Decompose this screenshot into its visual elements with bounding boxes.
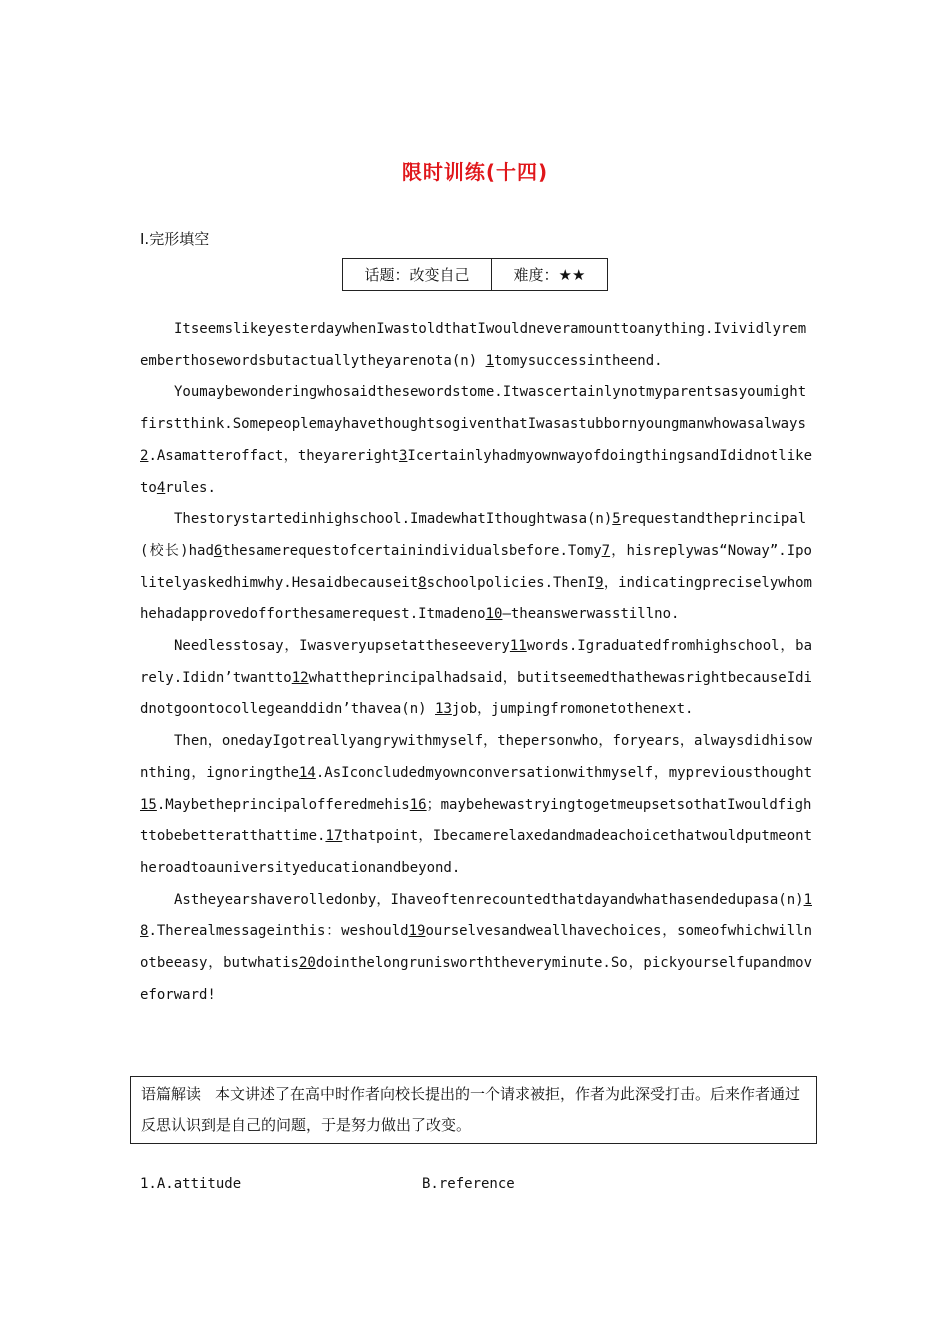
passage-text: thesamerequestofcertainindividualsbefore.Tomy [222,542,602,559]
passage-text: thatpoint，Ibecamerelaxedandmadeachoicethatwouldputmeontheroadtoauniversityeducationandbeyond. [140,828,812,876]
blank-number: 6 [213,542,223,559]
topic-cell: 话题：改变自己 [343,259,492,290]
option-a: 1.A.attitude [140,1176,242,1192]
passage-text: rules. [165,479,216,496]
option-b: B.reference [422,1176,515,1192]
section-label: Ⅰ.完形填空 [140,230,210,248]
passage-text: Youmaybewonderingwhosaidthesewordstome.Itwascertainlynotmyparentsasyoumightfirstthink.SomepeoplemayhavethoughtsogiventhatIwasastubbornyoungmanwhowasalways [140,384,807,433]
passage-text: Needlesstosay，Iwasveryupsetattheseevery [174,638,510,655]
blank-number: 12 [291,669,309,686]
passage-text: schoolpolicies.ThenI [426,574,596,591]
topic-difficulty-table [342,258,608,291]
passage-text: Astheyearshaverolledonby，Ihaveoftenrecountedthatdayandwhathasendedupasa(n) [174,891,804,908]
passage-paragraph [140,726,812,885]
passage-text: ItseemslikeyesterdaywhenIwastoldthatIwouldneveramounttoanything.Ivividlyrememberthosewordsbutactuallytheyarenota(n) [140,321,807,369]
reading-analysis-box [130,1076,817,1144]
blank-number: 4 [156,479,166,496]
blank-number: 19 [408,923,426,940]
passage-text: .AsIconcludedmyownconversationwithmyself，mypreviousthought [315,764,812,781]
blank-number: 20 [299,955,316,972]
passage-text: words.Igraduatedfromhighschool，barely.Ididn’twantto [140,638,812,686]
blank-number: 15 [140,796,157,813]
passage-paragraph [140,631,812,726]
passage-text: .Maybetheprincipalofferedmehis [156,796,410,813]
blank-number: 10 [485,606,503,623]
passage-text: tomysuccessintheend. [494,352,663,369]
passage-paragraph [140,885,812,1012]
passage-text: IcertainlyhadmyownwayofdoingthingsandIdidnotliketo [140,447,812,496]
passage-text: requestandtheprincipal(校长)had [140,511,807,559]
blank-number: 3 [398,447,408,464]
passage-text: ，hisreplywas“Noway”.Ipolitelyaskedhimwhy.Hesaidbecauseit [140,542,812,591]
passage-text: .Therealmessageinthis：weshould [148,923,409,940]
page-title: 限时训练(十四) [401,160,549,184]
cloze-passage [140,314,812,1011]
passage-paragraph [140,377,812,504]
passage-text: ；maybehewastryingtogetmeupsetsothatIwouldfighttobebetteratthattime. [140,796,812,845]
blank-number: 11 [509,638,527,655]
difficulty-cell: 难度：★★ [513,266,586,284]
blank-number: 5 [612,511,621,528]
blank-number: 14 [299,764,316,781]
blank-number: 2 [140,447,149,464]
passage-paragraph [140,314,812,377]
blank-number: 13 [435,701,452,718]
passage-text: Then，onedayIgotreallyangrywithmyself，thepersonwho，foryears，alwaysdidhisownthing，ignoringthe [140,733,812,781]
passage-text: job，jumpingfromonetothenext. [451,701,694,718]
passage-text: —theanswerwasstillno. [502,606,680,623]
reading-analysis-text: 本文讲述了在高中时作者向校长提出的一个请求被拒，作者为此深受打击。后来作者通过反思认识到是自己的问题，于是努力做出了改变。 [141,1085,801,1134]
passage-text: ，indicatingpreciselywhomhehadapprovedofforthesamerequest.Itmadeno [140,574,812,623]
passage-text: dointhelongrunisworththeveryminute.So，pickyourselfupandmoveforward! [140,955,812,1003]
blank-number: 9 [595,574,604,591]
passage-paragraph [140,504,812,631]
reading-analysis-label: 语篇解读 [141,1085,202,1103]
passage-text: whattheprincipalhadsaid，butitseemedthathewasrightbecauseIdidnotgoontocollegeanddidn’thavea(n) [140,669,812,718]
blank-number: 7 [601,542,611,559]
blank-number: 8 [418,574,427,591]
blank-number: 16 [409,796,427,813]
passage-text: .Asamatteroffact，theyareright [148,447,399,464]
blank-number: 17 [325,828,343,845]
blank-number: 1 [485,352,495,369]
passage-text: ourselvesandweallhavechoices，someofwhichwillnotbeeasy，butwhatis [140,923,812,972]
passage-text: Thestorystartedinhighschool.ImadewhatIthoughtwasa(n) [174,511,613,528]
blank-number: 18 [140,891,812,940]
